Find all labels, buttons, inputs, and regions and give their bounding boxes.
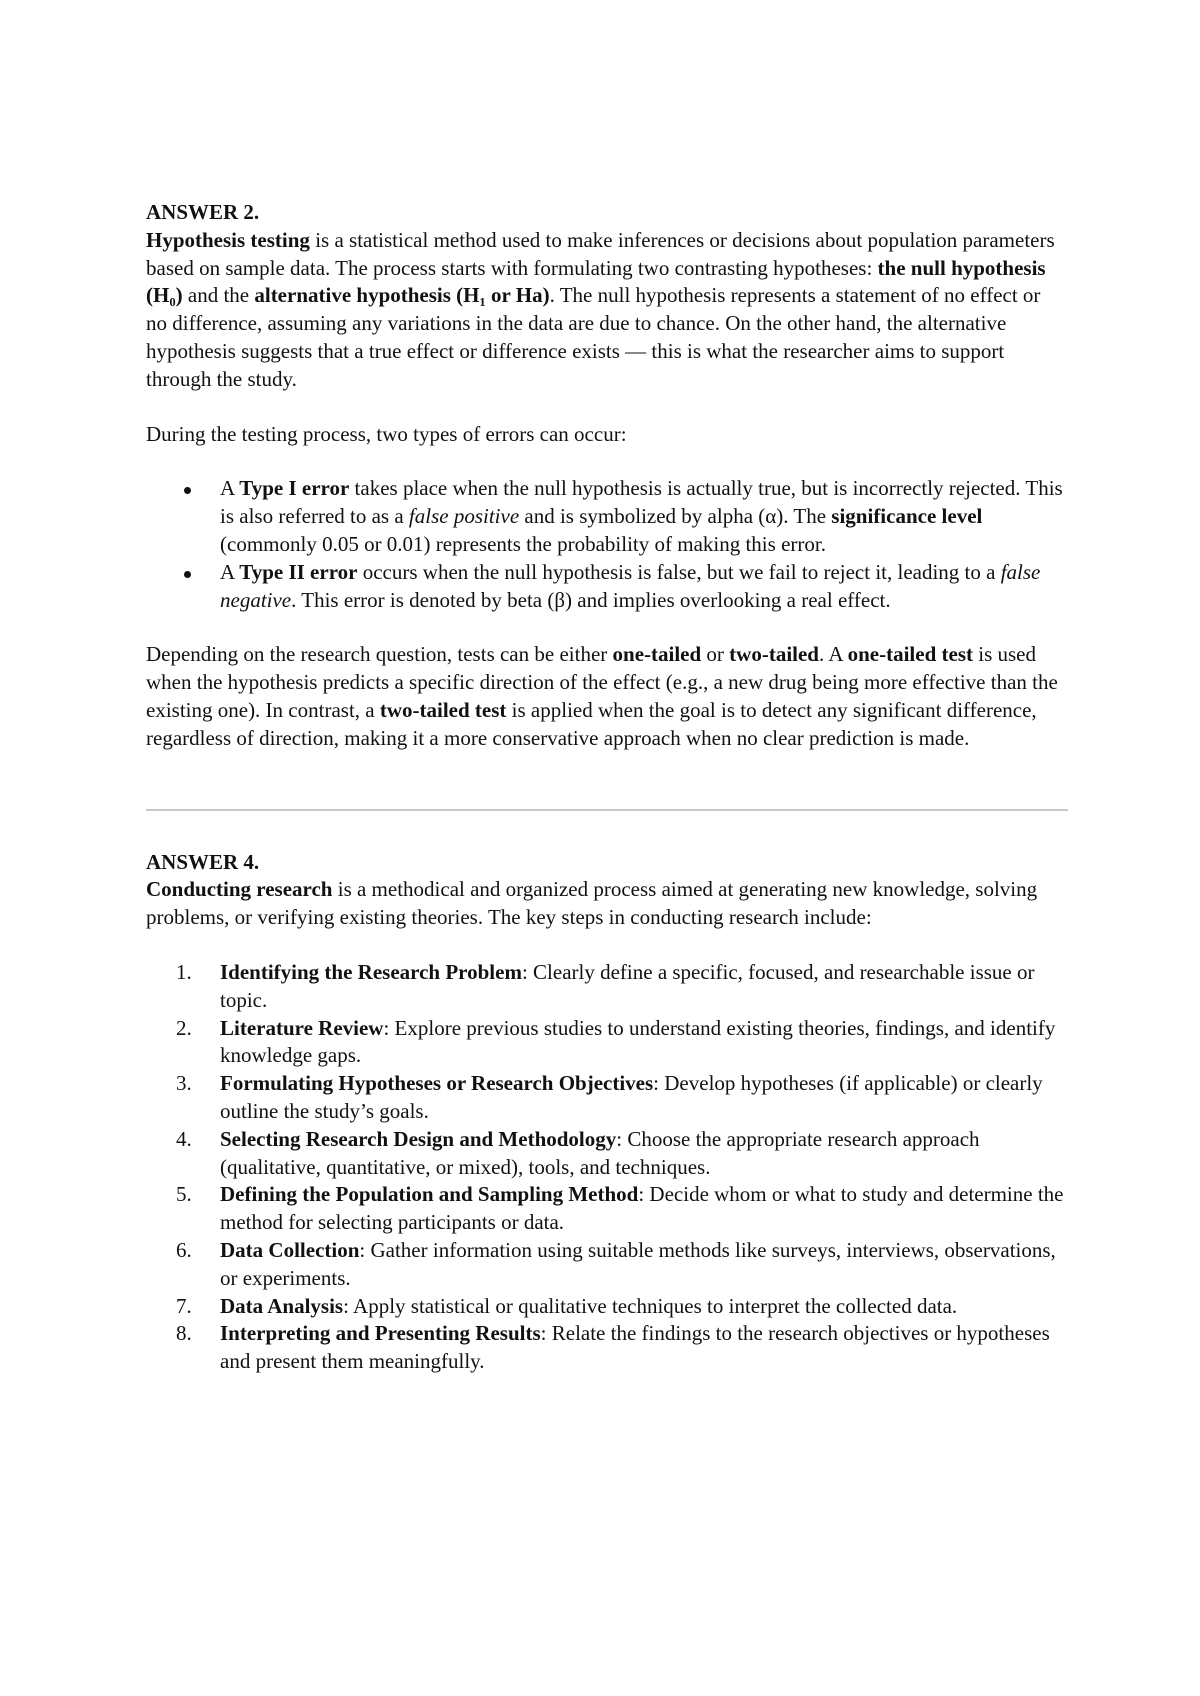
list-item [146,1181,1066,1237]
step-number: 6. [176,1237,192,1262]
step-description: : Develop hypotheses (if applicable) or clearly outline the study’s goals. [220,1071,1043,1123]
text-run: takes place when the null hypothesis is actually true, but is incorrectly rejected. This is also referred to as a [220,476,1063,529]
term-type-1-error: Type I error [239,476,350,501]
text-run: is applied when the goal is to detect any significant difference, regardless of direction, making it a more conservative approach when no clear prediction is made. [146,697,1037,750]
step-number: 2. [176,1015,192,1040]
text-run: is a statistical method used to make inferences or decisions about population parameters based on sample data. The process starts with formulating two contrasting hypotheses: [146,227,1055,280]
list-item [146,1126,1066,1182]
page-content [146,199,1066,1376]
term-two-tailed-test: two-tailed test [379,697,507,722]
bullet-icon [184,487,191,494]
term-one-tailed-test: one-tailed test [847,642,973,667]
research-steps-list [146,959,1066,1376]
text-run: A [220,476,240,501]
list-item [146,1015,1066,1071]
step-number: 8. [176,1321,192,1346]
step-title: Selecting Research Design and Methodology [220,1126,617,1151]
step-title: Data Collection [220,1237,360,1262]
step-description: : Gather information using suitable methods like surveys, interviews, observations, or experiments. [220,1237,1056,1290]
text-run: . This error is denoted by beta (β) and implies overlooking a real effect. [291,587,891,612]
list-item [146,1320,1066,1376]
term-null-hypothesis: the null hypothesis (H₀) [146,255,1046,308]
step-title: Interpreting and Presenting Results [220,1321,541,1346]
list-item-type-2-error [146,559,1066,615]
text-run: or [701,642,730,667]
answer-2-paragraph-3 [146,641,1066,752]
term-significance-level: significance level [831,504,983,529]
step-number: 1. [176,959,192,984]
answer-2-paragraph-2: During the testing process, two types of errors can occur: [146,421,627,446]
text-run: is used when the hypothesis predicts a specific direction of the effect (e.g., a new drug being more effective than the existing one). In contrast, a [146,642,1058,722]
step-title: Data Analysis [220,1293,344,1318]
step-number: 3. [176,1071,192,1096]
term-hypothesis-testing: Hypothesis testing [146,227,310,252]
text-run: A [220,559,240,584]
step-title: Formulating Hypotheses or Research Objectives [220,1071,654,1096]
term-alternative-hypothesis: alternative hypothesis (H₁ or Ha) [254,283,550,308]
text-run: Depending on the research question, tests can be either [146,642,613,667]
list-item [146,1237,1066,1293]
text-run: . A [819,642,848,667]
step-title: Identifying the Research Problem [220,959,522,984]
text-run: and is symbolized by alpha (α). The [519,504,832,529]
term-two-tailed: two-tailed [729,642,819,667]
list-item [146,1070,1066,1126]
step-number: 7. [176,1293,192,1318]
text-run: and the [182,283,255,308]
term-false-negative: false negative [220,559,1041,612]
step-description: : Explore previous studies to understand existing theories, findings, and identify knowledge gaps. [220,1015,1056,1068]
section-divider [146,809,1068,811]
answer-2-heading: ANSWER 2. [146,200,260,224]
error-types-list [146,475,1066,614]
text-run: is a methodical and organized process aimed at generating new knowledge, solving problems, or verifying existing theories. The key steps in conducting research include: [146,877,1038,930]
step-description: : Apply statistical or qualitative techniques to interpret the collected data. [343,1293,958,1318]
step-description: : Clearly define a specific, focused, and researchable issue or topic. [220,959,1035,1012]
step-description: : Decide whom or what to study and determine the method for selecting participants or data. [220,1182,1064,1235]
step-number: 4. [176,1126,192,1151]
answer-2-paragraph-1 [146,227,1066,394]
term-one-tailed: one-tailed [612,642,702,667]
text-run: . The null hypothesis represents a statement of no effect or no difference, assuming any variations in the data are due to chance. On the other hand, the alternative hypothesis suggests that a true effect or difference exists — this is what the researcher aims to support through the study. [146,283,1041,391]
list-item [146,1293,1066,1321]
answer-4-paragraph-1 [146,876,1066,932]
answer-4-section [146,849,1066,1376]
term-conducting-research: Conducting research [146,877,333,902]
step-title: Defining the Population and Sampling Method [220,1182,639,1207]
term-false-positive: false positive [408,504,520,529]
answer-4-heading: ANSWER 4. [146,849,260,874]
list-item-type-1-error [146,475,1066,558]
term-type-2-error: Type II error [239,559,358,584]
text-run: (commonly 0.05 or 0.01) represents the probability of making this error. [220,531,826,556]
bullet-icon [184,571,191,578]
text-run: occurs when the null hypothesis is false, but we fail to reject it, leading to a [357,559,1001,584]
step-description: : Relate the findings to the research objectives or hypotheses and present them meaningfully. [220,1321,1050,1374]
step-description: : Choose the appropriate research approach (qualitative, quantitative, or mixed), tools, and techniques. [220,1126,980,1179]
step-number: 5. [176,1182,192,1207]
list-item [146,959,1066,1015]
step-title: Literature Review [220,1015,384,1040]
